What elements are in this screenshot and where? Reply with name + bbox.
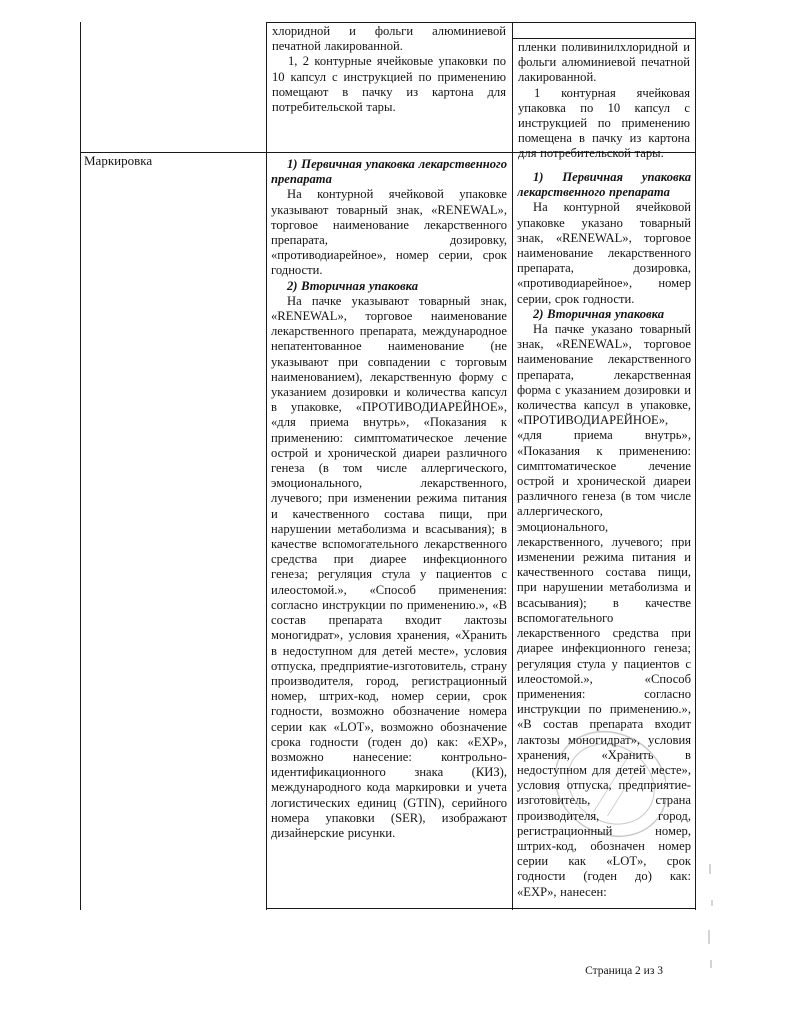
table-col-divider-1	[266, 22, 267, 910]
top-row-col3-text: пленки поливинилхлоридной и фольги алюминиевой печатной лакированной.	[518, 40, 690, 85]
right-secondary-heading: 2) Вторичная упаковка	[533, 306, 665, 321]
table-bottom-border	[266, 908, 696, 909]
table-top-border	[266, 22, 696, 23]
marking-left-cell	[271, 157, 507, 841]
top-row-col2-packaging-text: 1, 2 контурные ячейковые упаковки по 10 капсул с инструкцией по применению помещают в пачку из картона для потребительской тары.	[272, 54, 506, 115]
right-primary-text: На контурной ячейковой упаковке указано товарный знак, «RENEWAL», торговое наименование лекарственного препарата, дозировка, «противодиарейное», номер серии, срок годности.	[517, 200, 691, 306]
top-row-col3-packaging-text: 1 контурная ячейковая упаковка по 10 капсул с инструкцией по применению помещена в пачку из картона для потребительской тары.	[518, 85, 690, 161]
table-col-divider-2	[512, 22, 513, 910]
table-left-border	[80, 22, 81, 910]
page-number: Страница 2 из 3	[585, 965, 663, 977]
scan-speck-marks	[700, 860, 720, 980]
left-primary-text: На контурной ячейковой упаковке указывают товарный знак, «RENEWAL», торговое наименование лекарственного препарата, дозировку, «противодиарейное», номер серии, срок годности.	[271, 187, 507, 278]
marking-label: Маркировка	[84, 153, 153, 168]
top-row-col3-cell	[518, 40, 690, 162]
top-row-col2-text: хлоридной и фольги алюминиевой печатной лакированной.	[272, 24, 506, 54]
marking-right-cell	[517, 170, 691, 906]
left-secondary-text: На пачке указывают товарный знак, «RENEWAL», торговое наименование лекарственного препарата, международное непатентованное наименование (не указывают при совпадении с торговым наименованием), лекарственную форму с указанием дозировки и количества капсул в упаковке, «ПРОТИВОДИАРЕЙНОЕ», «для приема внутрь», «Показания к применению: симптоматическое лечение острой и хронической диареи различного генеза (в том числе аллергического, эмоционального, лекарственного, лучевого; при изменении режима питания и качественного состава пищи, при нарушении метаболизма и всасывания); в качестве вспомогательного лекарственного средства при диарее инфекционного генеза; регуляция стула у пациентов с илеостомой.», «Способ применения: согласно инструкции по применению.», «В состав препарата входит лактозы моногидрат», условия хранения, «Хранить в недоступном для детей месте», условия отпуска, предприятие-изготовитель, страну производителя, город, регистрационный номер, штрих-код, номер серии, срок годности, возможно обозначение номера серии как «LOT», возможно обозначение срока годности (годен до) как: «EXP», возможно нанесение: контрольно-идентификационного знака (КИЗ), международного кода маркировки и учета логистических единиц (GTIN), серийного номера упаковки (SER), изображают дизайнерские рисунки.	[271, 293, 507, 840]
right-secondary-text: На пачке указано товарный знак, «RENEWAL», торговое наименование лекарственного препарата, лекарственная форма с указанием дозировки и количества капсул в упаковке, «ПРОТИВОДИАРЕЙНОЕ», «для приема внутрь», «Показания к применению: симптоматическое лечение острой и хронической диареи различного генеза (в том числе аллергического, эмоционального, лекарственного, лучевого; при изменении режима питания и качественного состава пищи, при нарушении метаболизма и всасывания); в качестве вспомогательного лекарственного средства при диарее инфекционного генеза; регуляция стула у пациентов с илеостомой.», «Способ применения: согласно инструкции по применению.», «В состав препарата входит лактозы моногидрат», условия хранения, «Хранить в недоступном для детей месте», условия отпуска, предприятие-изготовитель, страна производителя, город, регистрационный номер, штрих-код, обозначен номер серии как «LOT», срок годности (годен до) как: «EXP», нанесен:	[517, 322, 691, 899]
table-right-border	[695, 22, 696, 910]
right-primary-heading: 1) Первичная упаковка лекарственного препарата	[517, 170, 691, 200]
col3-top-inner-border	[512, 38, 696, 39]
left-primary-heading: 1) Первичная упаковка лекарственного препарата	[271, 157, 507, 187]
top-row-col2-cell	[272, 24, 506, 115]
left-secondary-heading: 2) Вторичная упаковка	[287, 278, 419, 293]
